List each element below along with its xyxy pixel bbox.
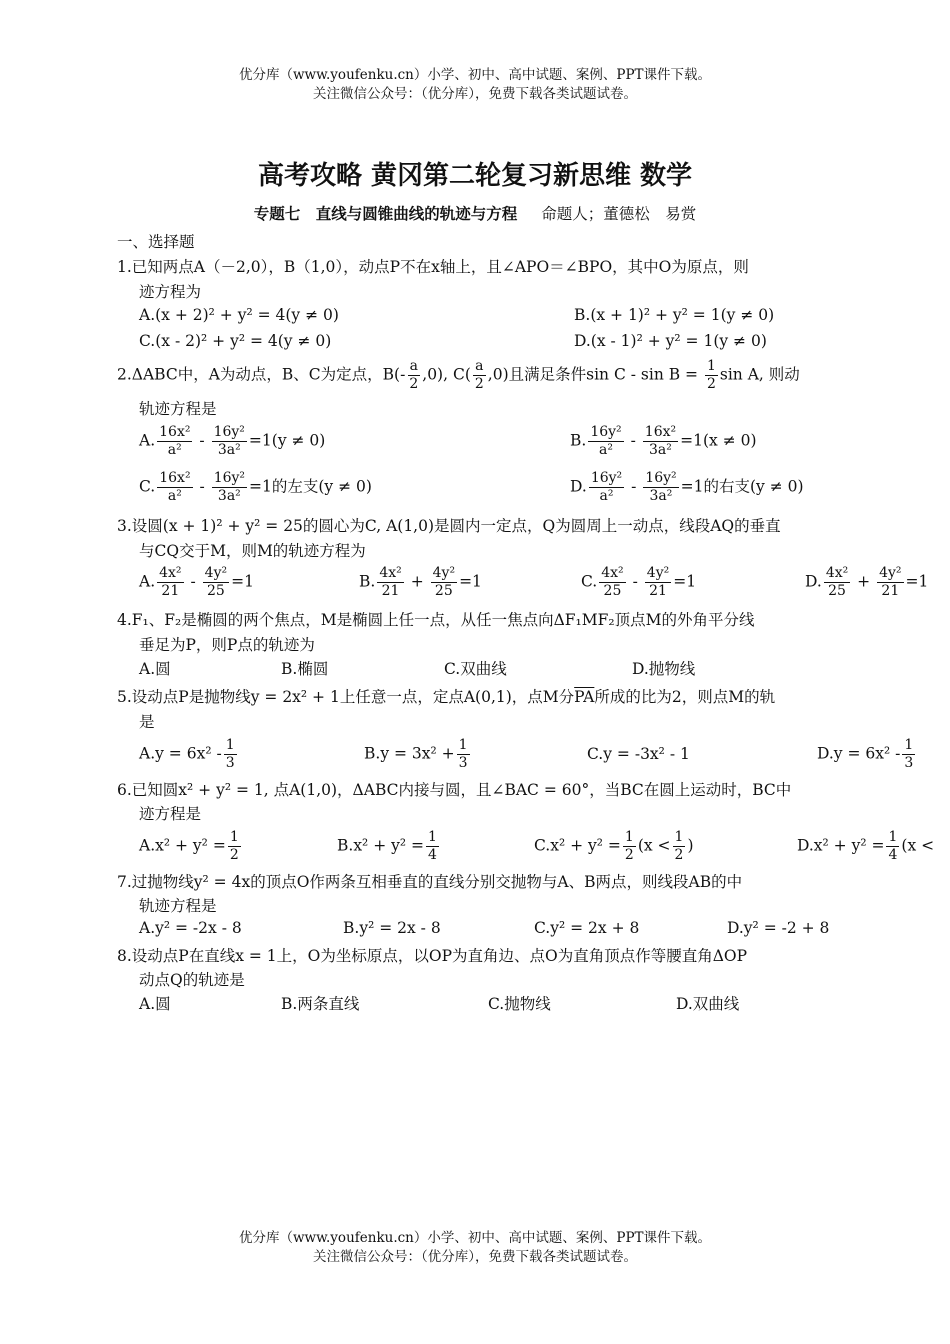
q2-option-d [570, 470, 804, 505]
q2-frac-a-over-2b [473, 358, 486, 393]
opt-frac [228, 829, 241, 864]
q1-option-a: A.(x + 2)² + y² = 4(y ≠ 0) [139, 306, 339, 324]
q8-option-b: B.两条直线 [281, 995, 360, 1013]
opt-frac [457, 737, 470, 772]
footer-line-1: 优分库（www.youfenku.cn）小学、初中、高中试题、案例、PPT课件下载。 [238, 1230, 712, 1246]
header-line-2: 关注微信公众号：（优分库），免费下载各类试题试卷。 [313, 86, 637, 102]
q8-option-c: C.抛物线 [488, 995, 551, 1013]
opt-frac-2 [431, 565, 457, 600]
opt-frac-2 [212, 424, 247, 459]
opt-text: B.y = 3x² + [364, 744, 455, 763]
q3-option-b [359, 565, 482, 600]
opt-frac-2 [645, 565, 671, 600]
frac-den: 2 [624, 847, 634, 863]
opt-text: D.y = 6x² - [817, 744, 901, 763]
frac-den: 3 [225, 755, 235, 771]
opt-frac-1 [157, 424, 192, 459]
frac-den: 2 [409, 376, 419, 392]
opt-condition: (x < [637, 836, 671, 855]
q2-option-a [139, 424, 325, 459]
question-4-line-2: 垂足为P，则P点的轨迹为 [139, 636, 315, 654]
footer-line-2: 关注微信公众号：（优分库），免费下载各类试题试卷。 [313, 1249, 637, 1265]
frac-den: 4 [888, 847, 898, 863]
q7-option-b: B.y² = 2x - 8 [343, 919, 441, 937]
frac-den: 25 [206, 583, 225, 599]
q1-option-d: D.(x - 1)² + y² = 1(y ≠ 0) [574, 332, 767, 350]
question-8-line-1: 8.设动点P在直线x = 1上，O为坐标原点，以OP为直角边、点O为直角顶点作等腰直角ΔOP [117, 947, 748, 965]
frac-den: 3a² [217, 488, 241, 504]
frac-den: 3 [904, 755, 914, 771]
frac-den: 25 [828, 583, 846, 599]
opt-tail: =1(y ≠ 0) [248, 431, 326, 450]
frac-den: 21 [649, 583, 667, 599]
q7-option-a: A.y² = -2x - 8 [139, 919, 242, 937]
header-line-1: 优分库（www.youfenku.cn）小学、初中、高中试题、案例、PPT课件下载。 [238, 67, 712, 83]
opt-letter: A. [139, 572, 156, 591]
q2-text-d: sin A, 则动 [719, 365, 800, 384]
question-6-line-1: 6.已知圆x² + y² = 1, 点A(1,0)，ΔABC内接与圆，且∠BAC = 60°，当BC在圆上运动时，BC中 [117, 781, 792, 799]
opt-operator: - [199, 477, 205, 496]
frac-num: 16y² [645, 470, 677, 486]
frac-num: 4y² [432, 565, 456, 581]
opt-text: B.x² + y² = [337, 836, 424, 855]
frac-den: a² [167, 488, 182, 504]
frac-num: 16x² [644, 424, 677, 440]
frac-den: 3a² [649, 442, 672, 458]
question-6-line-2: 迹方程是 [139, 805, 202, 823]
opt-frac-1 [599, 565, 625, 600]
opt-frac [902, 737, 915, 772]
opt-operator: - [190, 572, 196, 591]
question-2-line-1 [117, 358, 800, 393]
frac-num: 1 [229, 829, 239, 845]
q3-option-d [805, 565, 928, 600]
frac-den: 3 [458, 755, 468, 771]
opt-operator: - [199, 431, 205, 450]
q5-vector-pa: $\overline{PA}$ [574, 688, 595, 706]
frac-num: 1 [624, 829, 634, 845]
question-3-line-2: 与CQ交于M，则M的轨迹方程为 [139, 542, 366, 560]
opt-frac-1 [377, 565, 403, 600]
q2-text-c: ,0)且满足条件sin C - sin B = [487, 365, 703, 384]
opt-frac-2 [203, 565, 229, 600]
q6-option-b [337, 829, 441, 864]
question-3-line-1: 3.设圆(x + 1)² + y² = 25的圆心为C, A(1,0)是圆内一定点，Q为圆周上一动点，线段AQ的垂直 [117, 517, 781, 535]
q4-option-b: B.椭圆 [281, 660, 329, 678]
opt-frac-2 [643, 470, 678, 505]
opt-frac-1 [589, 470, 624, 505]
opt-frac-1 [824, 565, 850, 600]
frac-num: 16x² [159, 424, 191, 440]
opt-letter: B. [359, 572, 376, 591]
q5-text-a: 5.设动点P是抛物线y = 2x² + 1上任意一点，定点A(0,1)，点M分 [117, 688, 575, 706]
q2-text-a: 2.ΔABC中，A为动点，B、C为定点，B(- [117, 365, 406, 384]
opt-frac-1 [588, 424, 623, 459]
opt-frac [224, 737, 237, 772]
q4-option-d: D.抛物线 [632, 660, 696, 678]
opt-frac-1 [157, 470, 192, 505]
opt-text: D.x² + y² = [797, 836, 885, 855]
frac-num: 1 [225, 737, 235, 753]
opt-frac-2 [212, 470, 247, 505]
opt-tail: =1的左支(y ≠ 0) [249, 477, 372, 496]
q2-text-b: ,0), C( [422, 365, 471, 384]
opt-letter: B. [570, 431, 587, 450]
frac-den: 25 [434, 583, 453, 599]
document-subtitle [0, 202, 950, 224]
q7-option-d: D.y² = -2 + 8 [727, 919, 830, 937]
opt-letter: D. [805, 572, 822, 591]
opt-tail: =1(x ≠ 0) [680, 431, 757, 450]
frac-num: 16x² [159, 470, 191, 486]
opt-tail: =1 [231, 572, 254, 591]
frac-num: 4x² [159, 565, 182, 581]
question-1-line-1: 1.已知两点A（－2,0），B（1,0），动点P不在x轴上，且∠APO＝∠BPO，其中O为原点，则 [117, 258, 749, 276]
q6-option-a [139, 829, 243, 864]
frac-num: 1 [428, 829, 437, 845]
opt-frac-2 [643, 424, 678, 459]
opt-frac-1 [157, 565, 183, 600]
frac-den: 3a² [217, 442, 241, 458]
q5-option-a [139, 737, 239, 772]
opt-tail: =1 [905, 572, 929, 591]
opt-frac-cond [673, 829, 686, 864]
q3-option-a [139, 565, 254, 600]
frac-num: 4x² [379, 565, 402, 581]
question-5-line-1 [117, 685, 775, 707]
frac-den: 4 [428, 847, 437, 863]
q8-option-a: A.圆 [139, 995, 171, 1013]
q2-option-b [570, 424, 757, 459]
opt-text: A.x² + y² = [139, 836, 226, 855]
frac-den: 2 [706, 376, 716, 392]
frac-num: a [475, 358, 484, 374]
frac-den: a² [599, 488, 614, 504]
opt-letter: A. [139, 431, 156, 450]
opt-frac-2 [877, 565, 903, 600]
question-8-line-2: 动点Q的轨迹是 [139, 971, 245, 989]
opt-close: ) [687, 836, 694, 855]
q1-option-b: B.(x + 1)² + y² = 1(y ≠ 0) [574, 306, 775, 324]
frac-den: 25 [603, 583, 622, 599]
frac-num: 4y² [879, 565, 902, 581]
topic-title: 专题七 直线与圆锥曲线的轨迹与方程 [253, 205, 518, 223]
opt-letter: C. [139, 477, 156, 496]
frac-den: 21 [881, 583, 900, 599]
opt-operator: + [857, 572, 871, 591]
frac-num: 1 [674, 829, 684, 845]
opt-letter: C. [581, 572, 598, 591]
opt-operator: - [630, 431, 636, 450]
q6-option-d [797, 829, 934, 864]
frac-num: 1 [904, 737, 914, 753]
frac-den: 3a² [649, 488, 673, 504]
opt-frac [426, 829, 439, 864]
q5-option-d [817, 737, 917, 772]
q5-text-c: 所成的比为2，则点M的轨 [594, 688, 776, 706]
q6-option-c [534, 829, 694, 864]
frac-den: 2 [474, 376, 484, 392]
question-7-line-2: 轨迹方程是 [139, 897, 217, 915]
frac-num: 16y² [213, 424, 245, 440]
frac-num: 4x² [601, 565, 624, 581]
frac-den: 21 [161, 583, 180, 599]
opt-text: C.x² + y² = [534, 836, 621, 855]
frac-num: 4x² [825, 565, 849, 581]
opt-tail: =1 [459, 572, 482, 591]
q1-option-c: C.(x - 2)² + y² = 4(y ≠ 0) [139, 332, 332, 350]
section-heading: 一、选择题 [117, 233, 195, 251]
q8-option-d: D.双曲线 [676, 995, 740, 1013]
opt-operator: - [632, 572, 638, 591]
opt-frac [623, 829, 636, 864]
opt-tail: =1的右支(y ≠ 0) [680, 477, 804, 496]
frac-num: 4y² [204, 565, 228, 581]
question-7-line-1: 7.过抛物线y² = 4x的顶点O作两条互相垂直的直线分别交抛物与A、B两点，则线段AB的中 [117, 873, 743, 891]
q4-option-c: C.双曲线 [444, 660, 507, 678]
opt-text: A.y = 6x² - [139, 744, 222, 763]
author-line: 命题人；董德松 易赏 [541, 205, 697, 223]
q2-frac-a-over-2 [407, 358, 420, 393]
q5-option-c: C.y = -3x² - 1 [587, 745, 690, 763]
frac-num: a [409, 358, 418, 374]
question-2-line-2: 轨迹方程是 [139, 400, 217, 418]
q2-frac-1-over-2 [705, 358, 718, 393]
frac-num: 1 [888, 829, 898, 845]
frac-num: 16y² [590, 424, 622, 440]
frac-num: 4y² [646, 565, 670, 581]
q7-option-c: C.y² = 2x + 8 [534, 919, 640, 937]
frac-den: a² [167, 442, 182, 458]
frac-num: 16y² [213, 470, 246, 486]
q5-option-b [364, 737, 472, 772]
frac-num: 16y² [590, 470, 623, 486]
q4-option-a: A.圆 [139, 660, 171, 678]
opt-tail: =1 [673, 572, 697, 591]
opt-operator: - [631, 477, 637, 496]
opt-letter: D. [570, 477, 587, 496]
question-4-line-1: 4.F₁、F₂是椭圆的两个焦点，M是椭圆上任一点，从任一焦点向ΔF₁MF₂顶点M的外角平分线 [117, 611, 755, 629]
frac-num: 1 [706, 358, 716, 374]
opt-condition: (x < [901, 836, 935, 855]
question-5-line-2: 是 [139, 713, 155, 731]
q3-option-c [581, 565, 696, 600]
question-1-line-2: 迹方程为 [139, 283, 202, 301]
frac-den: 21 [381, 583, 400, 599]
frac-den: 2 [229, 847, 239, 863]
opt-operator: + [410, 572, 424, 591]
q2-option-c [139, 470, 372, 505]
frac-num: 1 [458, 737, 468, 753]
frac-den: 2 [674, 847, 684, 863]
document-title: 高考攻略 黄冈第二轮复习新思维 数学 [257, 161, 693, 191]
opt-frac [886, 829, 899, 864]
frac-den: a² [599, 442, 613, 458]
